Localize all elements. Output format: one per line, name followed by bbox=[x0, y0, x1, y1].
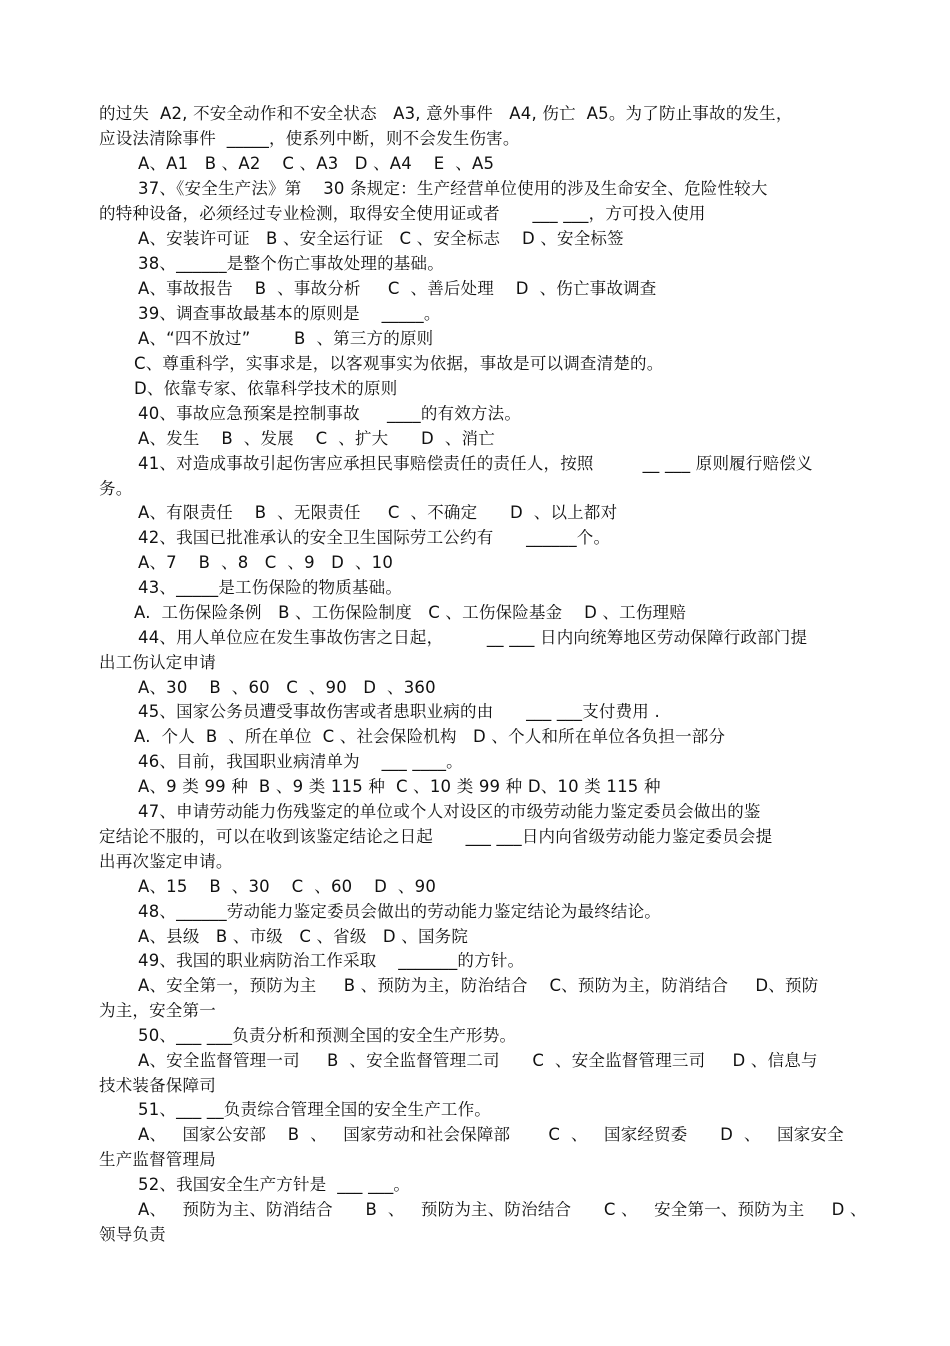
text-line: 44、用人单位应在发生事故伤害之日起， __ ___ 日内向统筹地区劳动保障行政部门提 bbox=[138, 628, 808, 647]
text-line: 45、国家公务员遭受事故伤害或者患职业病的由 ___ ___支付费用 . bbox=[138, 702, 660, 721]
text-line: 出工伤认定申请 bbox=[99, 653, 216, 672]
text-line: D、依靠专家、依靠科学技术的原则 bbox=[134, 379, 398, 398]
text-line: A、有限责任 B 、无限责任 C 、不确定 D 、以上都对 bbox=[138, 503, 618, 522]
text-line: 的过失 A2, 不安全动作和不安全状态 A3, 意外事件 A4, 伤亡 A5。为了防止事故的发生， bbox=[99, 104, 793, 123]
text-line: A、安全监督管理一司 B 、安全监督管理二司 C 、安全监督管理三司 D 、信息与 bbox=[138, 1051, 818, 1070]
text-line: 39、调查事故最基本的原则是 _____。 bbox=[138, 304, 441, 323]
text-line: 应设法清除事件 _____，使系列中断，则不会发生伤害。 bbox=[99, 129, 520, 148]
text-line: A、 国家公安部 B 、 国家劳动和社会保障部 C 、 国家经贸委 D 、 国家安全 bbox=[138, 1125, 844, 1144]
text-line: 48、______劳动能力鉴定委员会做出的劳动能力鉴定结论为最终结论。 bbox=[138, 902, 661, 921]
text-line: 定结论不服的，可以在收到该鉴定结论之日起 ___ ___日内向省级劳动能力鉴定委员会提 bbox=[99, 827, 773, 846]
text-line: A、30 B 、60 C 、90 D 、360 bbox=[138, 678, 436, 697]
text-line: 41、对造成事故引起伤害应承担民事赔偿责任的责任人，按照 __ ___ 原则履行赔偿义 bbox=[138, 454, 813, 473]
text-line: A、发生 B 、发展 C 、扩大 D 、消亡 bbox=[138, 429, 495, 448]
text-line: 的特种设备，必须经过专业检测，取得安全使用证或者 ___ ___，方可投入使用 bbox=[99, 204, 706, 223]
text-line: 出再次鉴定申请。 bbox=[99, 852, 233, 871]
text-line: 为主，安全第一 bbox=[99, 1001, 216, 1020]
text-line: 领导负责 bbox=[99, 1225, 166, 1244]
text-line: A. 工伤保险条例 B 、工伤保险制度 C 、工伤保险基金 D 、工伤理赔 bbox=[134, 603, 686, 622]
text-line: 37、《安全生产法》第 30 条规定：生产经营单位使用的涉及生命安全、危险性较大 bbox=[138, 179, 768, 198]
text-line: 技术装备保障司 bbox=[99, 1076, 216, 1095]
text-line: 46、目前，我国职业病清单为 ___ ____。 bbox=[138, 752, 463, 771]
text-line: A、9 类 99 种 B 、9 类 115 种 C 、10 类 99 种 D、10 类 115 种 bbox=[138, 777, 661, 796]
text-line: A、 预防为主、防消结合 B 、 预防为主、防治结合 C 、 安全第一、预防为主 D 、 bbox=[138, 1200, 867, 1219]
text-line: 51、___ __负责综合管理全国的安全生产工作。 bbox=[138, 1100, 491, 1119]
text-line: C、尊重科学，实事求是，以客观事实为依据，事故是可以调查清楚的。 bbox=[134, 354, 664, 373]
text-line: 42、我国已批准承认的安全卫生国际劳工公约有 ______个。 bbox=[138, 528, 611, 547]
text-line: 50、___ ___负责分析和预测全国的安全生产形势。 bbox=[138, 1026, 517, 1045]
text-line: A、县级 B 、市级 C 、省级 D 、国务院 bbox=[138, 927, 469, 946]
text-line: 生产监督管理局 bbox=[99, 1150, 216, 1169]
text-line: A、15 B 、30 C 、60 D 、90 bbox=[138, 877, 437, 896]
text-line: 38、______是整个伤亡事故处理的基础。 bbox=[138, 254, 444, 273]
text-line: A、安装许可证 B 、安全运行证 C 、安全标志 D 、安全标签 bbox=[138, 229, 624, 248]
text-line: A. 个人 B 、所在单位 C 、社会保险机构 D 、个人和所在单位各负担一部分 bbox=[134, 727, 726, 746]
text-line: 务。 bbox=[99, 479, 133, 498]
text-line: 49、我国的职业病防治工作采取 _______的方针。 bbox=[138, 951, 525, 970]
text-line: A、事故报告 B 、事故分析 C 、善后处理 D 、伤亡事故调查 bbox=[138, 279, 657, 298]
text-line: A、“四不放过” B 、第三方的原则 bbox=[138, 329, 434, 348]
text-line: A、7 B 、8 C 、9 D 、10 bbox=[138, 553, 394, 572]
text-line: A、A1 B 、A2 C 、A3 D 、A4 E 、A5 bbox=[138, 154, 495, 173]
text-line: 47、申请劳动能力伤残鉴定的单位或个人对设区的市级劳动能力鉴定委员会做出的鉴 bbox=[138, 802, 761, 821]
text-line: A、安全第一，预防为主 B 、预防为主，防治结合 C、预防为主，防消结合 D、预防 bbox=[138, 976, 819, 995]
text-line: 52、我国安全生产方针是 ___ ___。 bbox=[138, 1175, 411, 1194]
text-line: 40、事故应急预案是控制事故 ____的有效方法。 bbox=[138, 404, 522, 423]
text-line: 43、_____是工伤保险的物质基础。 bbox=[138, 578, 403, 597]
